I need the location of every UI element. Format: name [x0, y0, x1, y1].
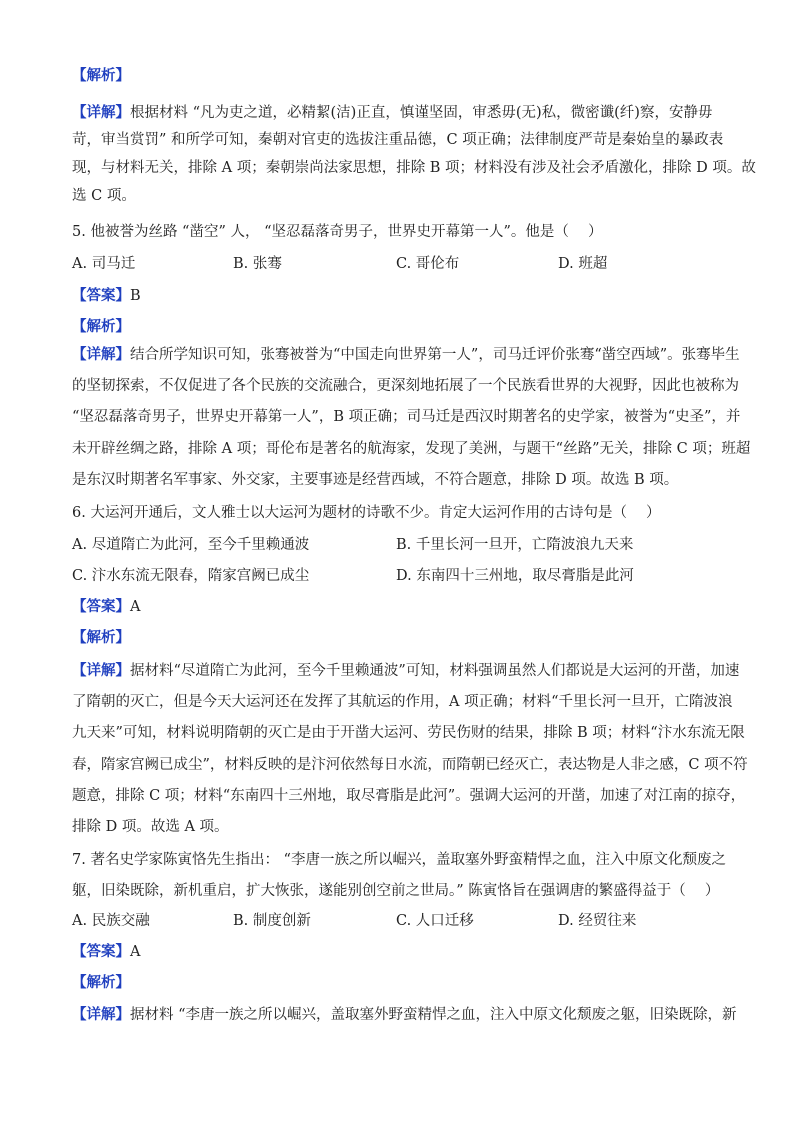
detail-label: 【详解】: [72, 346, 130, 363]
q4-detail-line: 苛，审当赏罚” 和所学可知，秦朝对官吏的选拔注重品德，C 项正确；法律制度严苛是秦始皇的暴政表: [72, 132, 724, 148]
answer-label: 【答案】: [72, 943, 130, 960]
q5-detail-line: 的坚韧探索，不仅促进了各个民族的交流融合，更深刻地拓展了一个民族看世界的大视野，因此也被称为: [72, 378, 739, 394]
q6-option-a: A. 尽道隋亡为此河，至今千里赖通波: [72, 537, 310, 553]
q6-option-c: C. 汴水东流无限春，隋家宫阙已成尘: [72, 568, 310, 584]
q7-stem: 躯，旧染既除，新机重启，扩大恢张，遂能别创空前之世局。” 陈寅恪旨在强调唐的繁盛得益于（ ）: [72, 883, 720, 899]
answer-label: 【答案】: [72, 287, 130, 304]
q6-detail-line: 了隋朝的灭亡，但是今天大运河还在发挥了其航运的作用，A 项正确；材料“千里长河一旦开，亡隋波浪: [72, 694, 733, 710]
q7-option-a: A. 民族交融: [72, 913, 150, 929]
q6-detail-line: 题意，排除 C 项；材料“东南四十三州地，取尽膏脂是此河”。强调大运河的开凿，加速了对江南的掠夺，: [72, 788, 746, 804]
q7-answer-line: [72, 942, 722, 962]
detail-label: 【详解】: [72, 662, 130, 679]
detail-label: 【详解】: [72, 1006, 130, 1023]
detail-label: 【详解】: [72, 104, 130, 121]
analysis-label: 【解析】: [72, 974, 130, 991]
answer-label: 【答案】: [72, 598, 130, 615]
q6-detail-line: 九天来”可知，材料说明隋朝的灭亡是由于开凿大运河、劳民伤财的结果，排除 B 项；材料“汴水东流无限: [72, 725, 745, 741]
q5-answer-line: [72, 286, 722, 306]
q6-answer: A: [130, 599, 141, 615]
q7-option-d: D. 经贸往来: [558, 913, 637, 929]
q7-answer: A: [130, 944, 141, 960]
q6-option-d: D. 东南四十三州地，取尽膏脂是此河: [396, 568, 634, 584]
q5-option-c: C. 哥伦布: [396, 256, 460, 272]
q7-stem: 7. 著名史学家陈寅恪先生指出： “李唐一族之所以崛兴，盖取塞外野蛮精悍之血，注入中原文化颓废之: [72, 852, 726, 868]
q4-detail-line: 现，与材料无关，排除 A 项；秦朝崇尚法家思想，排除 B 项；材料没有涉及社会矛盾激化，排除 D 项。故: [72, 160, 756, 176]
q5-options: [72, 254, 722, 274]
q6-option-b: B. 千里长河一旦开，亡隋波浪九天来: [396, 537, 634, 553]
q5-option-a: A. 司马迁: [72, 256, 136, 272]
q6-answer-line: [72, 597, 722, 617]
analysis-label: 【解析】: [72, 318, 130, 335]
q7-detail-line: 【详解】据材料 “李唐一族之所以崛兴，盖取塞外野蛮精悍之血，注入中原文化颓废之躯，旧染既除，新: [72, 1006, 737, 1023]
q5-stem: 5. 他被誉为丝路 “凿空” 人， “坚忍磊落奇男子，世界史开幕第一人”。他是（ ）: [72, 224, 603, 240]
q6-detail-line: 排除 D 项。故选 A 项。: [72, 819, 229, 835]
q5-option-d: D. 班超: [558, 256, 608, 272]
q6-detail-line: 春，隋家宫阙已成尘”，材料反映的是汴河依然每日水流，而隋朝已经灭亡，表达物是人非之感，C 项不符: [72, 757, 748, 773]
analysis-label: 【解析】: [72, 67, 130, 84]
q5-detail-line: 未开辟丝绸之路，排除 A 项；哥伦布是著名的航海家，发现了美洲，与题干“丝路”无关，排除 C 项；班超: [72, 441, 751, 457]
q4-detail-line: 【详解】根据材料 “凡为吏之道，必精絜(洁)正直，慎谨坚固，审悉毋(无)私，微密谶(纤)察，安静毋: [72, 104, 713, 121]
q5-detail-line: “坚忍磊落奇男子，世界史开幕第一人”，B 项正确；司马迁是西汉时期著名的史学家，被誉为“史圣”，并: [72, 409, 741, 425]
q7-options: [72, 911, 722, 931]
q6-options-row-2: [72, 566, 722, 586]
analysis-label: 【解析】: [72, 629, 130, 646]
q4-detail-line: 选 C 项。: [72, 188, 136, 204]
q6-detail-line: 【详解】据材料“尽道隋亡为此河，至今千里赖通波”可知，材料强调虽然人们都说是大运河的开凿，加速: [72, 662, 740, 679]
q5-detail-line: 是东汉时期著名军事家、外交家，主要事迹是经营西域，不符合题意，排除 D 项。故选 B 项。: [72, 472, 679, 488]
q5-option-b: B. 张骞: [233, 256, 282, 272]
q7-option-b: B. 制度创新: [233, 913, 311, 929]
q6-stem: 6. 大运河开通后，文人雅士以大运河为题材的诗歌不少。肯定大运河作用的古诗句是（ ）: [72, 505, 661, 521]
q5-answer: B: [130, 288, 141, 304]
q7-option-c: C. 人口迁移: [396, 913, 474, 929]
q6-options-row-1: [72, 535, 722, 555]
q5-detail-line: 【详解】结合所学知识可知，张骞被誉为“中国走向世界第一人”，司马迁评价张骞“凿空西域”。张骞毕生: [72, 346, 740, 363]
